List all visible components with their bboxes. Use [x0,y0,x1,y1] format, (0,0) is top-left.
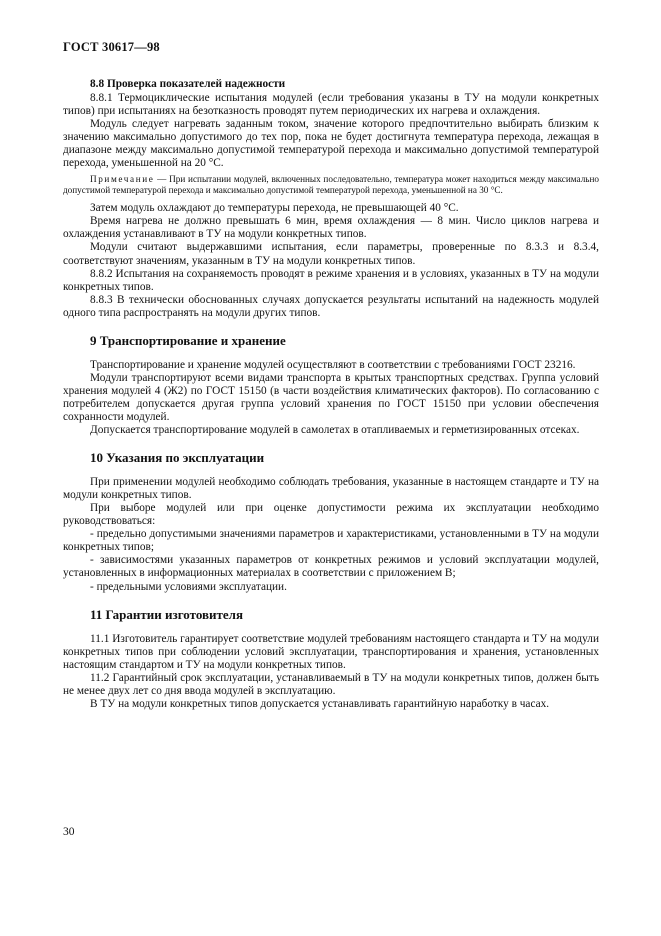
section-heading-9: 9 Транспортирование и хранение [90,332,286,348]
paragraph: При выборе модулей или при оценке допустимости режима их эксплуатации необходимо руководствоваться: [63,502,599,528]
paragraph: Модуль следует нагревать заданным током, значение которого предпочтительно выбирать близким к значению максимально допустимого до тех пор, пока не будет достигнута температура перехода, лежащая в диапазоне между максимально допустимой температурой перехода и максимально допустимой температурой перехода, уменьшенной на 20 °С. [63,118,599,170]
paragraph: 8.8.2 Испытания на сохраняемость проводят в режиме хранения и в условиях, указанных в ТУ на модули конкретных типов. [63,267,599,293]
page-content [63,78,599,711]
document-header: ГОСТ 30617—98 [63,40,160,54]
paragraph: Допускается транспортирование модулей в самолетах в отапливаемых и герметизированных отсеках. [90,424,580,437]
paragraph: Время нагрева не должно превышать 6 мин, время охлаждения — 8 мин. Число циклов нагрева и охлаждения устанавливают в ТУ на модули конкретных типов. [63,215,599,241]
list-item: - предельно допустимыми значениями параметров и характеристиками, установленными в ТУ на модули конкретных типов; [63,528,599,554]
paragraph: При применении модулей необходимо соблюдать требования, указанные в настоящем стандарте и ТУ на модули конкретных типов. [63,476,599,502]
paragraph: В ТУ на модули конкретных типов допускается устанавливать гарантийную наработку в часах. [90,697,550,710]
note [63,174,599,196]
paragraph: 11.1 Изготовитель гарантирует соответствие модулей требованиям настоящего стандарта и ТУ на модули конкретных типов при соблюдении условий эксплуатации, транспортирования и хранения, установленных настоящим стандартом и ТУ на модули конкретных типов. [63,632,599,671]
paragraph: 11.2 Гарантийный срок эксплуатации, устанавливаемый в ТУ на модули конкретных типов, должен быть не менее двух лет со дня ввода модулей в эксплуатацию. [63,671,599,697]
note-label: Примечание [90,174,155,185]
paragraph: 8.8.1 Термоциклические испытания модулей (если требования указаны в ТУ на модули конкретных типов) при испытаниях на безотказность проводят путем периодических их нагрева и охлаждения. [63,92,599,118]
paragraph: 8.8.3 В технически обоснованных случаях допускается результаты испытаний на надежность модулей одного типа распространять на модули других типов. [63,293,599,319]
list-item: - зависимостями указанных параметров от конкретных режимов и условий эксплуатации модулей, установленных в информационных материалах в соответствии с приложением В; [63,554,599,580]
list-item: - предельными условиями эксплуатации. [90,580,287,593]
paragraph: Затем модуль охлаждают до температуры перехода, не превышающей 40 °С. [90,202,459,215]
subsection-heading-8-8: 8.8 Проверка показателей надежности [90,78,286,90]
section-heading-11: 11 Гарантии изготовителя [90,606,244,622]
paragraph: Модули транспортируют всеми видами транспорта в крытых транспортных средствах. Группа условий хранения модулей 4 (Ж2) по ГОСТ 15150 (в части воздействия климатических факторов). По согласованию с потребителем допускается другая группа условий хранения по ГОСТ 15150 при условии обеспечения сохранности модулей. [63,371,599,423]
paragraph: Транспортирование и хранение модулей осуществляют в соответствии с требованиями ГОСТ 23216. [90,358,576,371]
note-text: — При испытании модулей, включенных последовательно, температура может находиться между максимально допустимой температурой перехода и максимально допустимой температурой перехода, уменьшенной на 30 °С. [63,174,599,196]
page-number: 30 [63,826,75,838]
paragraph: Модули считают выдержавшими испытания, если параметры, проверенные по 8.3.3 и 8.3.4, соответствуют значениям, указанным в ТУ на модули конкретных типов. [63,241,599,267]
section-heading-10: 10 Указания по эксплуатации [90,450,265,466]
